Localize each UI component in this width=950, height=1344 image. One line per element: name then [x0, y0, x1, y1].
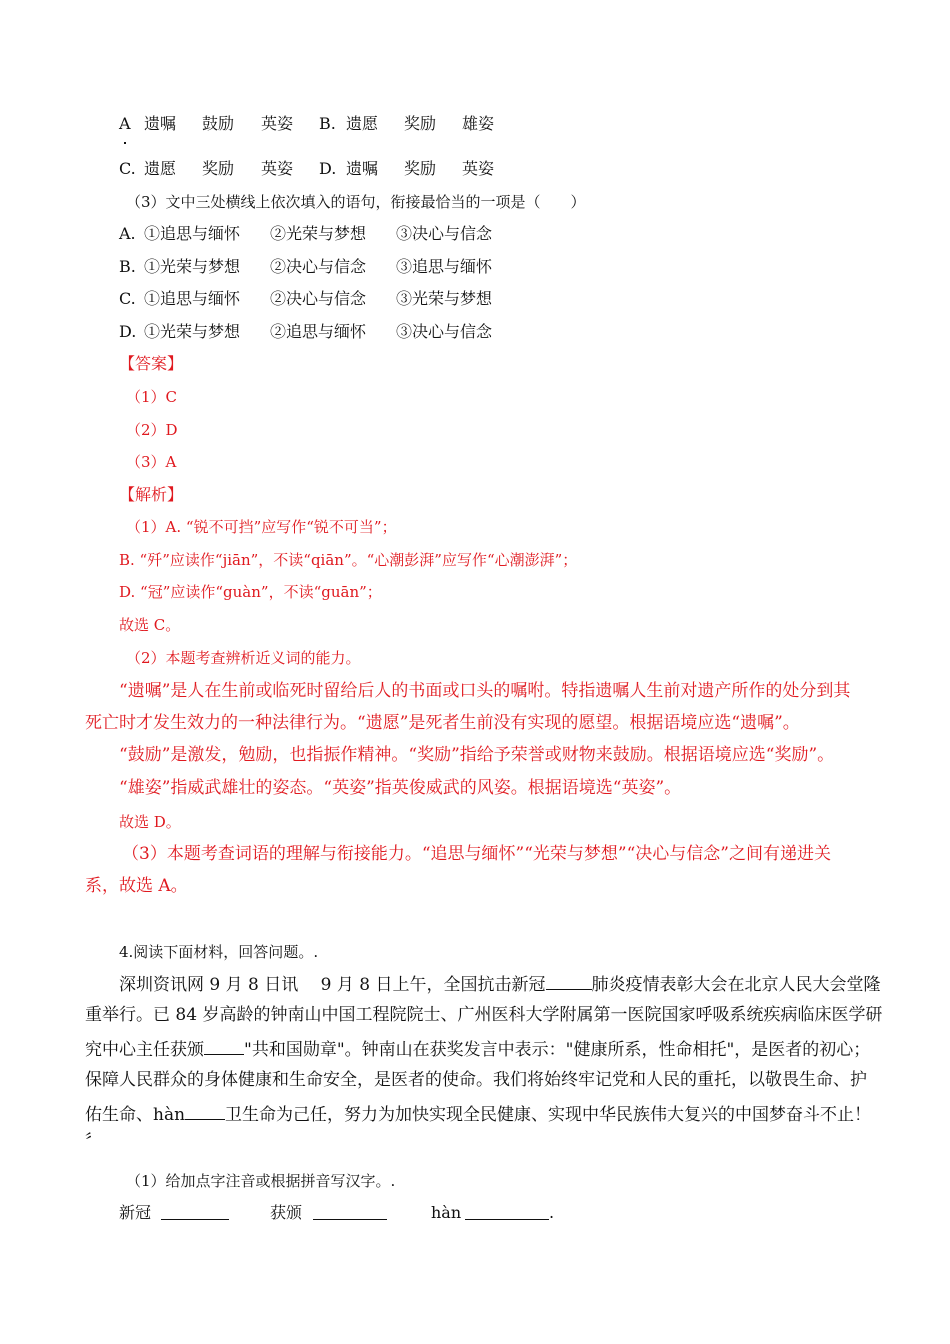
analysis-line: D. “冠”应读作“guàn”，不读“guān”； — [119, 583, 382, 601]
option-label: B. — [319, 114, 336, 133]
analysis-line: 故选 C。 — [119, 616, 181, 634]
choice-row-b — [119, 255, 493, 279]
passage-text: 深圳资讯网 9 月 8 日讯 9 月 8 日上午，全国抗击新冠 — [119, 975, 546, 995]
choice-part: ①光荣与梦想 — [144, 322, 241, 341]
option-label: D. — [319, 159, 337, 178]
option-word: 奖励 — [404, 159, 437, 178]
analysis-line: （2）本题考查辨析近义词的能力。 — [126, 649, 361, 667]
analysis-heading: 【解析】 — [119, 485, 184, 504]
choice-part: ②光荣与梦想 — [270, 224, 367, 243]
choice-part: ③决心与信念 — [396, 322, 493, 341]
option-label: A — [119, 114, 131, 133]
choice-row-a — [119, 222, 493, 246]
passage-line-1 — [119, 971, 881, 997]
answer-blank[interactable] — [161, 1205, 229, 1220]
sub-question-1: （1）给加点字注音或根据拼音写汉字。. — [126, 1172, 396, 1190]
answer-blank[interactable] — [465, 1205, 549, 1220]
option-word: 奖励 — [404, 114, 437, 133]
word-option-row-2 — [119, 157, 495, 181]
passage-line-4: 保障人民群众的身体健康和生命安全，是医者的使命。我们将始终牢记党和人民的重托，以敬畏生命、护 — [85, 1070, 867, 1090]
question-4-title: 4.阅读下面材料，回答问题。. — [119, 943, 319, 961]
passage-line-5 — [85, 1101, 871, 1127]
choice-label: D. — [119, 322, 137, 341]
option-word: 鼓励 — [202, 114, 235, 133]
choice-part: ③追思与缅怀 — [396, 257, 493, 276]
analysis-line: （3）本题考查词语的理解与衔接能力。“追思与缅怀”“光荣与梦想”“决心与信念”之间有递进关 — [122, 844, 831, 864]
choice-part: ②追思与缅怀 — [270, 322, 367, 341]
option-word: 遗嘱 — [346, 159, 379, 178]
choice-part: ③光荣与梦想 — [396, 289, 493, 308]
option-word: 奖励 — [202, 159, 235, 178]
option-word: 遗嘱 — [144, 114, 177, 133]
passage-line-2: 重举行。已 84 岁高龄的钟南山中国工程院院士、广州医科大学附属第一医院国家呼吸系统疾病临床医学研 — [85, 1005, 883, 1025]
fill-blank[interactable] — [185, 1101, 225, 1120]
option-word: 英姿 — [462, 159, 495, 178]
answer-heading: 【答案】 — [119, 354, 184, 373]
fill-end: . — [549, 1203, 555, 1222]
choice-row-d — [119, 320, 493, 344]
passage-text: 佑生命、hàn — [85, 1105, 186, 1125]
fill-blank[interactable] — [204, 1036, 244, 1055]
choice-part: ②决心与信念 — [270, 257, 367, 276]
analysis-line: 死亡时才发生效力的一种法律行为。“遗愿”是死者生前没有实现的愿望。根据语境应选“遗嘱”。 — [85, 713, 800, 733]
analysis-line: 故选 D。 — [119, 813, 181, 831]
analysis-line: “遗嘱”是人在生前或临死时留给后人的书面或口头的嘱咐。特指遗嘱人生前对遗产所作的处分到其 — [119, 681, 851, 701]
choice-label: B. — [119, 257, 136, 276]
sub-question-3: （3）文中三处横线上依次填入的语句，衔接最恰当的一项是（ ） — [126, 193, 586, 211]
choice-part: ③决心与信念 — [396, 224, 493, 243]
option-word: 英姿 — [261, 114, 294, 133]
option-word: 遗愿 — [346, 114, 379, 133]
fill-blank[interactable] — [546, 971, 592, 990]
analysis-line: 系，故选 A。 — [85, 876, 188, 896]
option-label: C. — [119, 159, 136, 178]
option-word: 英姿 — [261, 159, 294, 178]
passage-text: 卫生命为己任，努力为加快实现全民健康、实现中华民族伟大复兴的中国梦奋斗不止！ — [225, 1105, 872, 1125]
passage-text: 究中心主任获颁 — [85, 1040, 204, 1060]
dot-mark — [124, 142, 126, 144]
passage-line-3 — [85, 1036, 870, 1062]
analysis-line: （1）A. “锐不可挡”应写作“锐不可当”； — [126, 518, 397, 536]
choice-part: ①追思与缅怀 — [144, 289, 241, 308]
option-word: 雄姿 — [462, 114, 495, 133]
passage-line-6: 〞 — [85, 1132, 102, 1152]
choice-label: A. — [119, 224, 136, 243]
passage-text: 肺炎疫情表彰大会在北京人民大会堂隆 — [591, 975, 881, 995]
fill-word: hàn — [431, 1203, 462, 1222]
choice-part: ①光荣与梦想 — [144, 257, 241, 276]
passage-text: "共和国勋章"。钟南山在获奖发言中表示："健康所系，性命相托"，是医者的初心； — [244, 1040, 871, 1060]
answer-line: （3）A — [126, 453, 177, 471]
fill-word: 新冠 — [119, 1203, 152, 1222]
fill-row — [119, 1201, 555, 1225]
answer-line: （2）D — [126, 421, 178, 439]
choice-part: ①追思与缅怀 — [144, 224, 241, 243]
choice-part: ②决心与信念 — [270, 289, 367, 308]
analysis-line: “鼓励”是激发，勉励，也指振作精神。“奖励”指给予荣誉或财物来鼓励。根据语境应选“奖励”。 — [119, 745, 835, 765]
word-option-row-1 — [119, 112, 495, 136]
answer-line: （1）C — [126, 388, 178, 406]
fill-word: 获颁 — [270, 1203, 303, 1222]
choice-label: C. — [119, 289, 136, 308]
option-word: 遗愿 — [144, 159, 177, 178]
analysis-line: “雄姿”指威武雄壮的姿态。“英姿”指英俊威武的风姿。根据语境选“英姿”。 — [119, 778, 682, 798]
answer-blank[interactable] — [313, 1205, 387, 1220]
analysis-line: B. “歼”应读作“jiān”，不读“qiān”。“心潮彭湃”应写作“心潮澎湃”； — [119, 551, 578, 569]
choice-row-c — [119, 287, 493, 311]
